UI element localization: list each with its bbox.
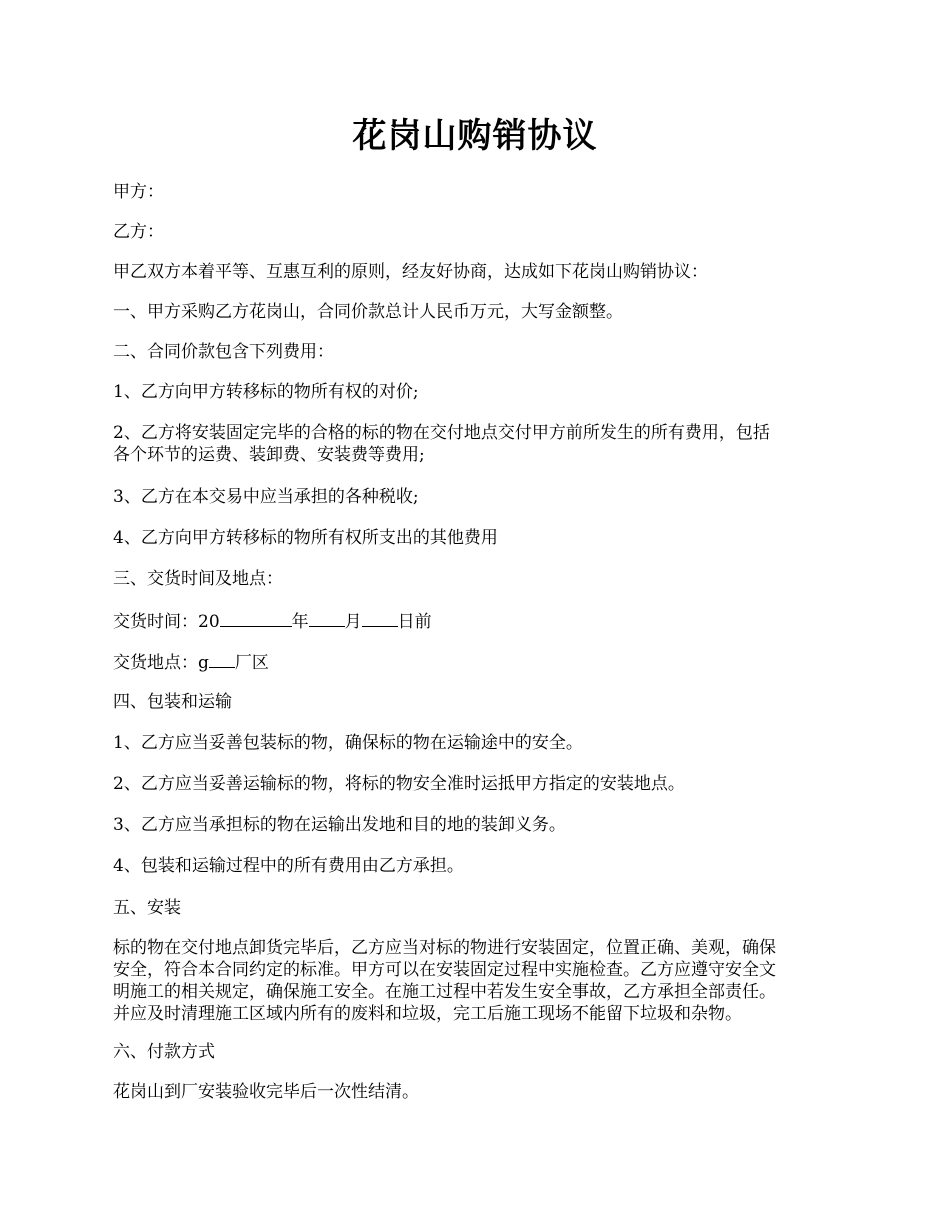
year-blank[interactable] [220,609,292,627]
section-4-item-3: 3、乙方应当承担标的物在运输出发地和目的地的装卸义务。 [113,815,566,835]
section-2-item-1: 1、乙方向甲方转移标的物所有权的对价; [113,382,419,402]
section-4-item-1: 1、乙方应当妥善包装标的物，确保标的物在运输途中的安全。 [113,733,583,753]
month-blank[interactable] [309,609,345,627]
delivery-place-line [113,650,843,674]
section-2-item-4: 4、乙方向甲方转移标的物所有权所支出的其他费用 [113,528,498,548]
intro-paragraph: 甲乙双方本着平等、互惠互利的原则，经友好协商，达成如下花岗山购销协议： [113,262,708,282]
section-4-item-2: 2、乙方应当妥善运输标的物，将标的物安全准时运抵甲方指定的安装地点。 [113,774,685,794]
delivery-place-label: 交货地点：g [113,653,209,673]
section-6-text: 花岗山到厂安装验收完毕后一次性结清。 [113,1082,419,1102]
section-4-heading: 四、包装和运输 [113,692,232,712]
section-5-line-3: 明施工的相关规定，确保施工安全。在施工过程中若发生安全事故，乙方承担全部责任。 [113,982,776,1002]
year-label: 年 [291,612,309,632]
month-label: 月 [344,612,362,632]
delivery-time-label: 交货时间：20 [113,612,220,632]
day-label: 日前 [397,612,432,632]
section-1-text: 一、甲方采购乙方花岗山，合同价款总计人民币万元，大写金额整。 [113,302,623,322]
section-4-item-4: 4、包装和运输过程中的所有费用由乙方承担。 [113,856,464,876]
section-2-item-2-line-2: 各个环节的运费、装卸费、安装费等费用; [113,445,425,465]
section-2-item-2 [113,422,843,466]
day-blank[interactable] [362,609,398,627]
delivery-time-line [113,609,843,633]
section-3-heading: 三、交货时间及地点： [113,569,283,589]
section-5-line-4: 并应及时清理施工区域内所有的废料和垃圾，完工后施工现场不能留下垃圾和杂物。 [113,1004,742,1024]
delivery-place-suffix: 厂区 [234,653,269,673]
section-2-item-3: 3、乙方在本交易中应当承担的各种税收; [113,487,419,507]
section-5-paragraph [113,937,843,1025]
section-2-item-2-line-1: 2、乙方将安装固定完毕的合格的标的物在交付地点交付甲方前所发生的所有费用，包括 [113,423,770,443]
section-6-heading: 六、付款方式 [113,1042,215,1062]
party-a-line: 甲方： [113,182,164,202]
document-title: 花岗山购销协议 [352,116,598,156]
place-blank[interactable] [209,650,235,668]
section-2-heading: 二、合同价款包含下列费用： [113,342,334,362]
section-5-line-1: 标的物在交付地点卸货完毕后，乙方应当对标的物进行安装固定，位置正确、美观，确保 [113,938,776,958]
party-b-line: 乙方： [113,222,164,242]
section-5-heading: 五、安装 [113,898,181,918]
section-5-line-2: 安全，符合本合同约定的标准。甲方可以在安装固定过程中实施检查。乙方应遵守安全文 [113,960,776,980]
